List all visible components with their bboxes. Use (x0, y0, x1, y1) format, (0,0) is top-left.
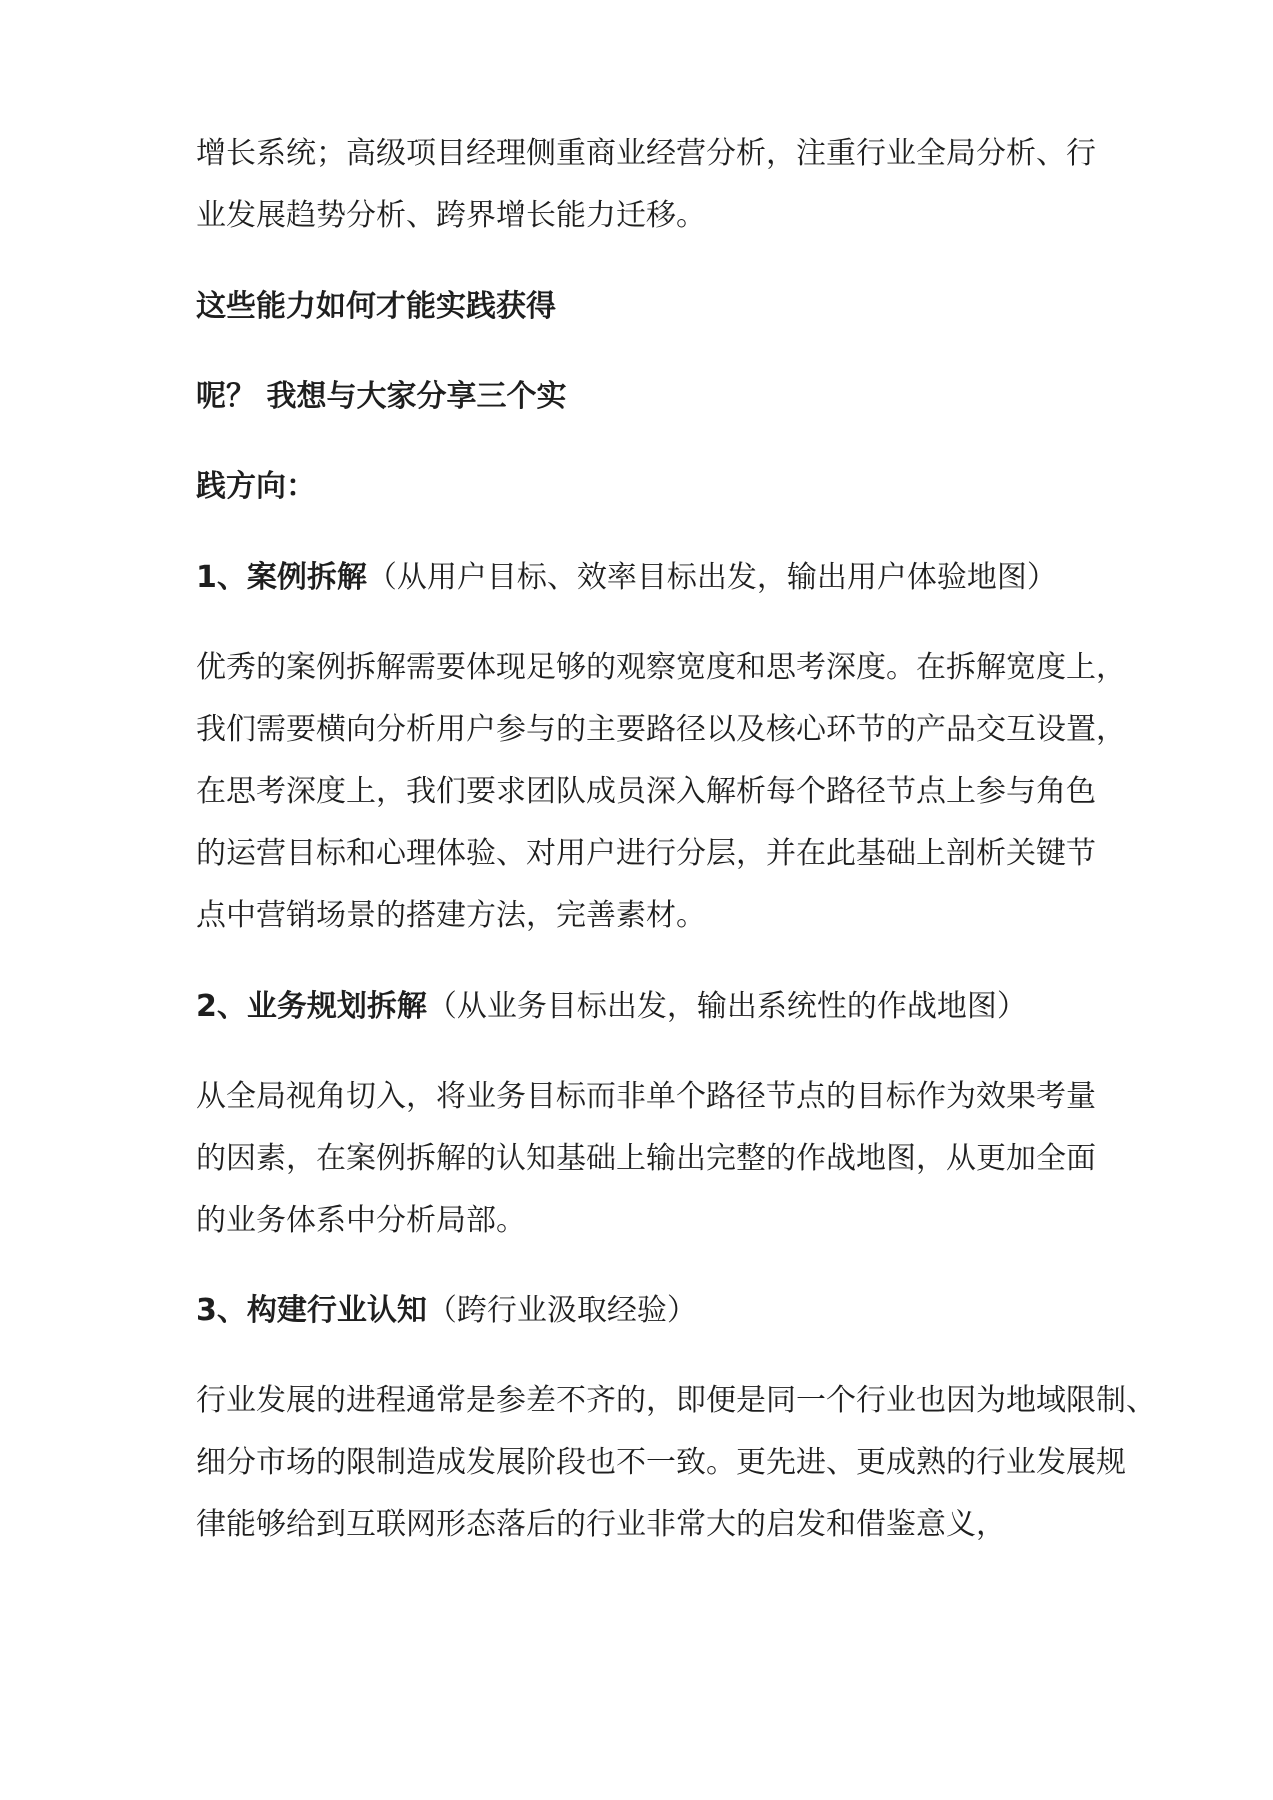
section-2-note: （从业务目标出发，输出系统性的作战地图） (426, 989, 1027, 1024)
question-line-3: 践方向： (196, 469, 316, 504)
section-3-line-3: 律能够给到互联网形态落后的行业非常大的启发和借鉴意义， (196, 1507, 1006, 1542)
section-2-line-3: 的业务体系中分析局部。 (196, 1203, 526, 1238)
section-3-note: （跨行业汲取经验） (426, 1293, 697, 1328)
intro-line-1: 增长系统；高级项目经理侧重商业经营分析，注重行业全局分析、行 (196, 136, 1096, 171)
section-3-heading: 3、构建行业认知 (196, 1293, 427, 1328)
section-1-line-5: 点中营销场景的搭建方法，完善素材。 (196, 898, 706, 933)
section-1-line-1: 优秀的案例拆解需要体现足够的观察宽度和思考深度。在拆解宽度上， (196, 650, 1126, 685)
section-2-line-2: 的因素，在案例拆解的认知基础上输出完整的作战地图，从更加全面 (196, 1141, 1096, 1176)
section-3-line-2: 细分市场的限制造成发展阶段也不一致。更先进、更成熟的行业发展规 (196, 1445, 1126, 1480)
section-1-heading: 1、案例拆解 (196, 560, 367, 595)
section-3-line-1: 行业发展的进程通常是参差不齐的，即便是同一个行业也因为地域限制、 (196, 1383, 1156, 1418)
section-2-line-1: 从全局视角切入，将业务目标而非单个路径节点的目标作为效果考量 (196, 1079, 1096, 1114)
section-2-heading: 2、业务规划拆解 (196, 989, 427, 1024)
section-1-line-2: 我们需要横向分析用户参与的主要路径以及核心环节的产品交互设置， (196, 712, 1126, 747)
section-1-note: （从用户目标、效率目标出发，输出用户体验地图） (366, 560, 1057, 595)
section-3-heading-row (196, 1291, 697, 1331)
section-2-heading-row (196, 987, 1027, 1027)
question-line-1: 这些能力如何才能实践获得 (196, 289, 556, 324)
section-1-line-3: 在思考深度上，我们要求团队成员深入解析每个路径节点上参与角色 (196, 774, 1096, 809)
section-1-heading-row (196, 558, 1057, 598)
section-1-line-4: 的运营目标和心理体验、对用户进行分层，并在此基础上剖析关键节 (196, 836, 1096, 871)
intro-line-2: 业发展趋势分析、跨界增长能力迁移。 (196, 198, 706, 233)
question-line-2: 呢？ 我想与大家分享三个实 (196, 379, 567, 414)
